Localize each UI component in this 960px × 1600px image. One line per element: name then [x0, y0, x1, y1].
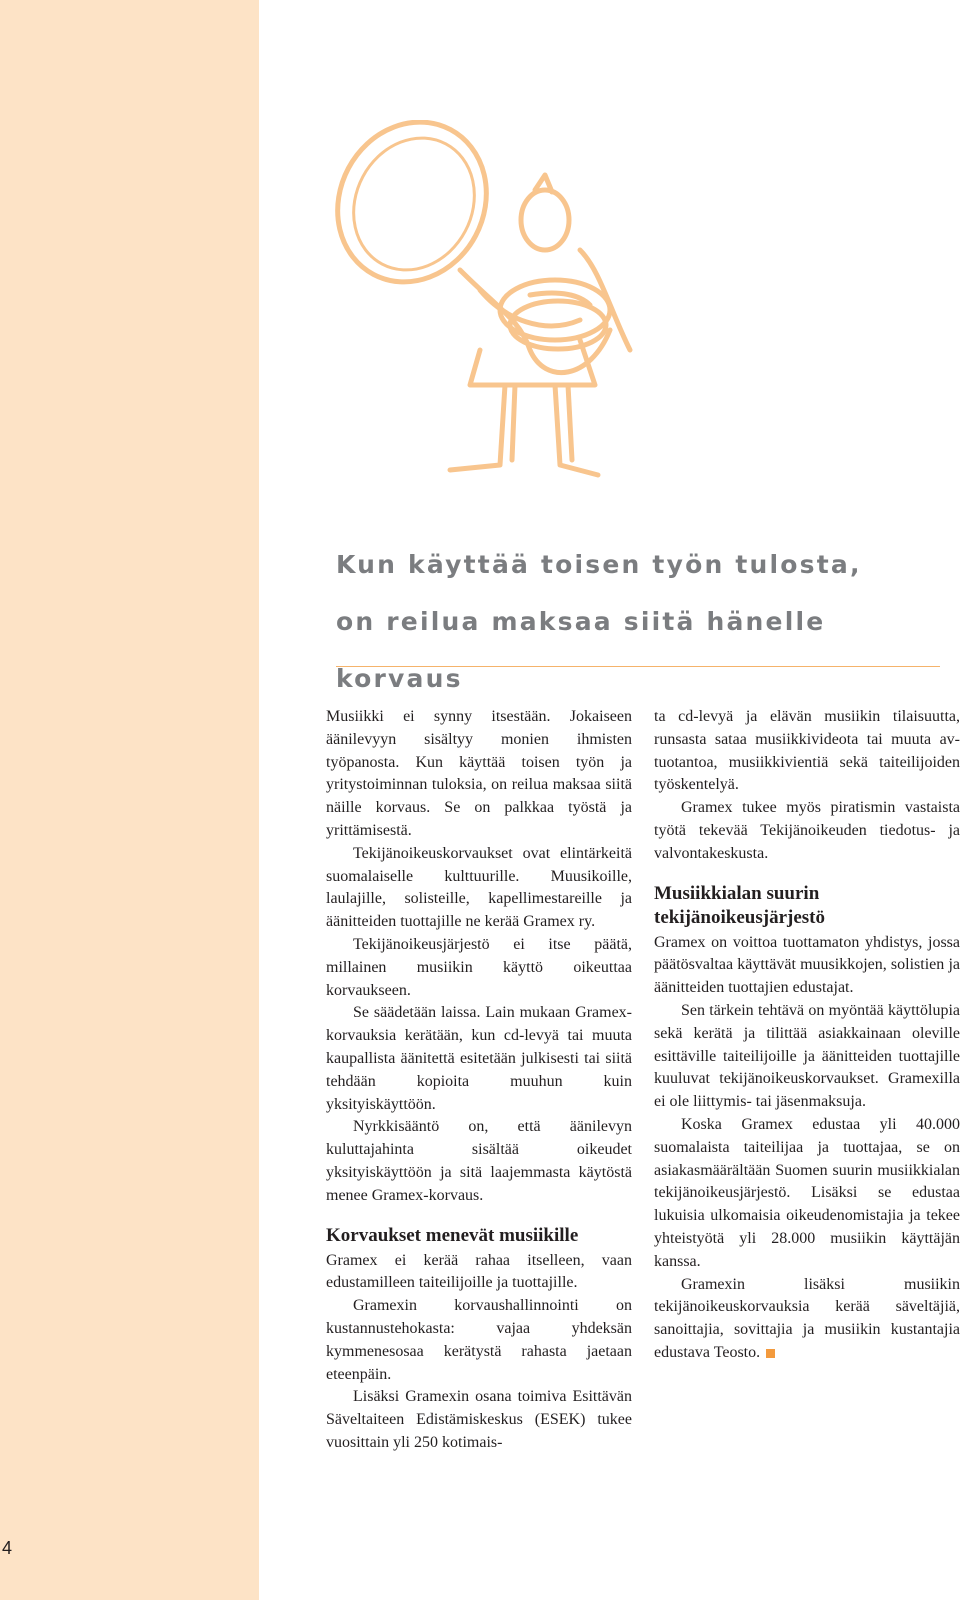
section-heading-suurin: Musiikkialan suurin tekijänoikeusjärjestö [654, 882, 825, 928]
headline-line-1: Kun käyttää toisen työn tulosta, [336, 550, 862, 579]
paragraph-text: Gramexin lisäksi musiikin tekijänoikeuskorvauksia kerää säveltäjiä, sanoittajia, sovittajia ja musiikin kustantajia edustava Teosto. [654, 1275, 960, 1361]
side-color-band [0, 0, 259, 1600]
page-number: 4 [2, 1538, 13, 1558]
sousaphone-player-icon [330, 120, 670, 500]
paragraph: Musiikki ei synny itsestään. Jokaiseen äänilevyyn sisältyy monien ihmisten työpanosta. Kun käyttää toisen työn ja yritystoiminnan tuloksia, on reilua maksaa siitä näille korvaus. Se on palkkaa työstä ja yrittämisestä. [326, 708, 632, 839]
paragraph: Tekijänoikeuskorvaukset ovat elintärkeitä suomalaiselle kulttuurille. Muusikoille, laulajille, solisteille, kapellimestareille ja äänitteiden tuottajille ne kerää Gramex ry. [326, 844, 632, 931]
paragraph: Se säädetään laissa. Lain mukaan Gramex-korvauksia kerätään, kun cd-levyä tai muuta kaupallista äänitettä esitetään julkisesti tai siitä tehdään kopioita muuhun kuin yksityiskäyttöön. [326, 1004, 632, 1113]
headline-line-2: on reilua maksaa siitä hänelle korvaus [336, 607, 826, 693]
headline-divider [336, 666, 940, 667]
section-heading-korvaukset: Korvaukset menevät musiikille [326, 1224, 579, 1246]
closing-paragraph [654, 1274, 960, 1365]
paragraph: Gramex on voittoa tuottamaton yhdistys, jossa päätösvaltaa käyttävät muusikkojen, solistien ja äänitteiden tuottajien edustajat. [654, 933, 960, 997]
left-text-column [326, 706, 632, 1455]
paragraph: ta cd-levyä ja elävän musiikin tilaisuutta, runsasta sataa musiikkivideota tai muuta av-tuotantoa, musiikkivientiä sekä taiteilijoiden työskentelyä. [654, 708, 960, 794]
paragraph: Gramex ei kerää rahaa itselleen, vaan edustamilleen taiteilijoille ja tuottajille. [326, 1251, 632, 1292]
end-of-article-square-icon [766, 1349, 775, 1358]
right-text-column [654, 706, 960, 1365]
paragraph: Gramex tukee myös piratismin vastaista työtä tekevää Tekijänoikeuden tiedotus- ja valvontakeskusta. [654, 799, 960, 862]
paragraph: Nyrkkisääntö on, että äänilevyn kuluttajahinta sisältää oikeudet yksityiskäyttöön ja sitä laajemmasta käytöstä menee Gramex-korvaus. [326, 1118, 632, 1204]
paragraph: Sen tärkein tehtävä on myöntää käyttölupia sekä kerätä ja tilittää asiakkainaan oleville esittäville taiteilijoille ja äänitteiden tuottajille kuuluvat tekijänoikeuskorvaukset. Gramexilla ei ole liittymis- tai jäsenmaksuja. [654, 1001, 960, 1111]
paragraph: Koska Gramex edustaa yli 40.000 suomalaista taiteilijaa ja tuottajaa, se on asiakasmäärältään Suomen suurin musiikkialan tekijänoikeusjärjestö. Lisäksi se edustaa lukuisia ulkomaisia oikeudenomistajia ja tekee yhteistyötä yli 28.000 musiikin käyttäjän kanssa. [654, 1115, 960, 1270]
paragraph: Lisäksi Gramexin osana toimiva Esittävän Säveltaiteen Edistämiskeskus (ESEK) tukee vuosittain yli 250 kotimais- [326, 1388, 632, 1451]
headline [336, 536, 936, 707]
paragraph: Tekijänoikeusjärjestö ei itse päätä, millainen musiikin käyttö oikeuttaa korvaukseen. [326, 935, 632, 999]
paragraph: Gramexin korvaushallinnointi on kustannustehokasta: vajaa yhdeksän kymmenesosaa kerätystä rahasta jaetaan eteenpäin. [326, 1297, 632, 1383]
